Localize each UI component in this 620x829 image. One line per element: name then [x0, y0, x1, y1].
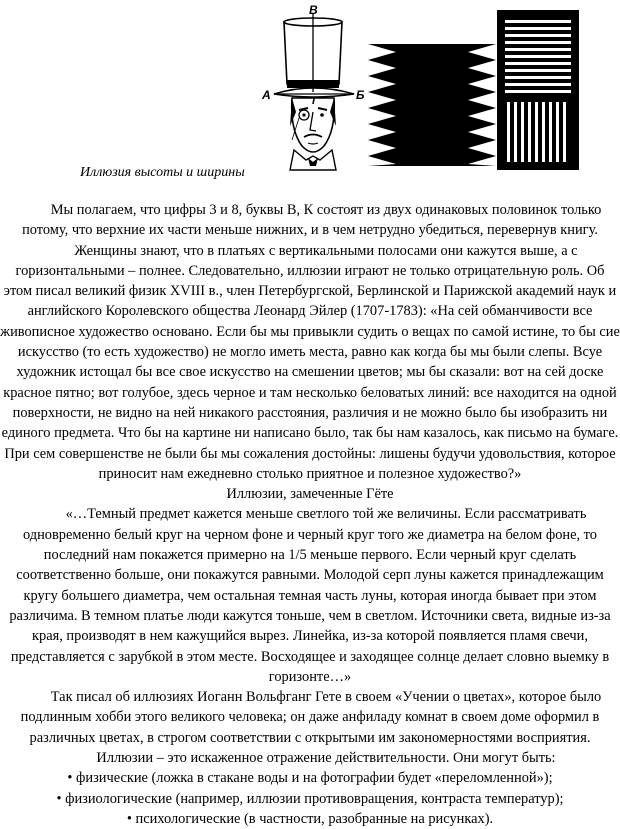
label-top: В [309, 3, 318, 17]
top-hat-man-figure [262, 0, 372, 172]
list-item: • физиологические (например, иллюзии противовращения, контраста температур); [56, 790, 564, 807]
goethe-quote: «…Темный предмет кажется меньше светлого той же величины. Если рассматривать одновременно белый круг на черном фоне и черный круг того же диаметра на белом фоне, то последний нам покажется примерно на 1/5 меньше первого. Если черный круг сделать соответственно больше, они покажутся равными. Молодой серп луны кажется принадлежащим кругу большего диаметра, чем остальная темная часть луны, которая иногда бывает при этом различима. В темном платье люди кажутся тоньше, чем в светлом. Источники света, видные из-за края, производят в нем кажущийся вырез. Линейка, из-за которой появляется пламя свечи, представляется с зарубкой в этом месте. Восходящее и заходящее солнце делает словно выемку в горизонте…» [9, 506, 611, 685]
stripes-illusion-figure [497, 10, 579, 170]
body-text [0, 200, 620, 829]
label-right: Б [356, 88, 365, 102]
illusion-types-list [0, 768, 620, 829]
types-intro: Иллюзии – это искаженное отражение действительности. Они могут быть: [96, 750, 556, 767]
list-item: • физические (ложка в стакане воды и на фотографии будет «переломленной»); [67, 770, 553, 787]
paragraph: Так писал об иллюзиях Иоганн Вольфганг Гете в своем «Учении о цветах», которое было подлинным хобби этого великого человека; он даже анфиладу комнат в своем доме оформил в различных цветах, в строгом соответствии с открытыми им закономерностями восприятия. [20, 689, 602, 746]
sawtooth-illusion-figure [368, 44, 496, 166]
label-center: Г [312, 95, 319, 107]
label-left: А [262, 88, 271, 102]
list-item: • психологические (в частности, разобранные на рисунках). [126, 810, 494, 827]
paragraph: Мы полагаем, что цифры 3 и 8, буквы В, К состоят из двух одинаковых половинок только потому, что верхние их части меньше нижних, и в чем нетрудно убедиться, перевернув книгу. [22, 202, 602, 239]
paragraph: Женщины знают, что в платьях с вертикальными полосами они кажутся выше, а с горизонтальными – полнее. Следовательно, иллюзии играют не только отрицательную роль. Об этом писал великий физик XVIII в., член Петербургской, Берлинской и Парижской академий наук и английского Королевского общества Леонард Эйлер (1707-1783): «На сей обманчивости все живописное художество основано. Если бы мы привыкли судить о вещах по самой истине, то бы сие искусство (то есть художество) не могло иметь места, равно как когда бы мы были слепы. Всуе художник истощал бы все свое искусство на смешении цветов; мы бы сказали: вот на сей доске красное пятно; вот голубое, здесь черное и там несколько беловатых линий: все находится на одной поверхности, не видно на ней никакого расстояния, различия и не можно было бы изобразить ни единого предмета. Что бы на картине ни написано было, так бы нам казалось, как письмо на бумаге. При сем совершенстве не были бы мы сожаления достойны: лишены будучи удовольствия, которое приносит нам ежедневно столько приятное и полезное художество?» [0, 242, 620, 482]
section-heading: Иллюзии, замеченные Гёте [226, 486, 394, 503]
figure-caption: Иллюзия высоты и ширины [80, 165, 245, 180]
